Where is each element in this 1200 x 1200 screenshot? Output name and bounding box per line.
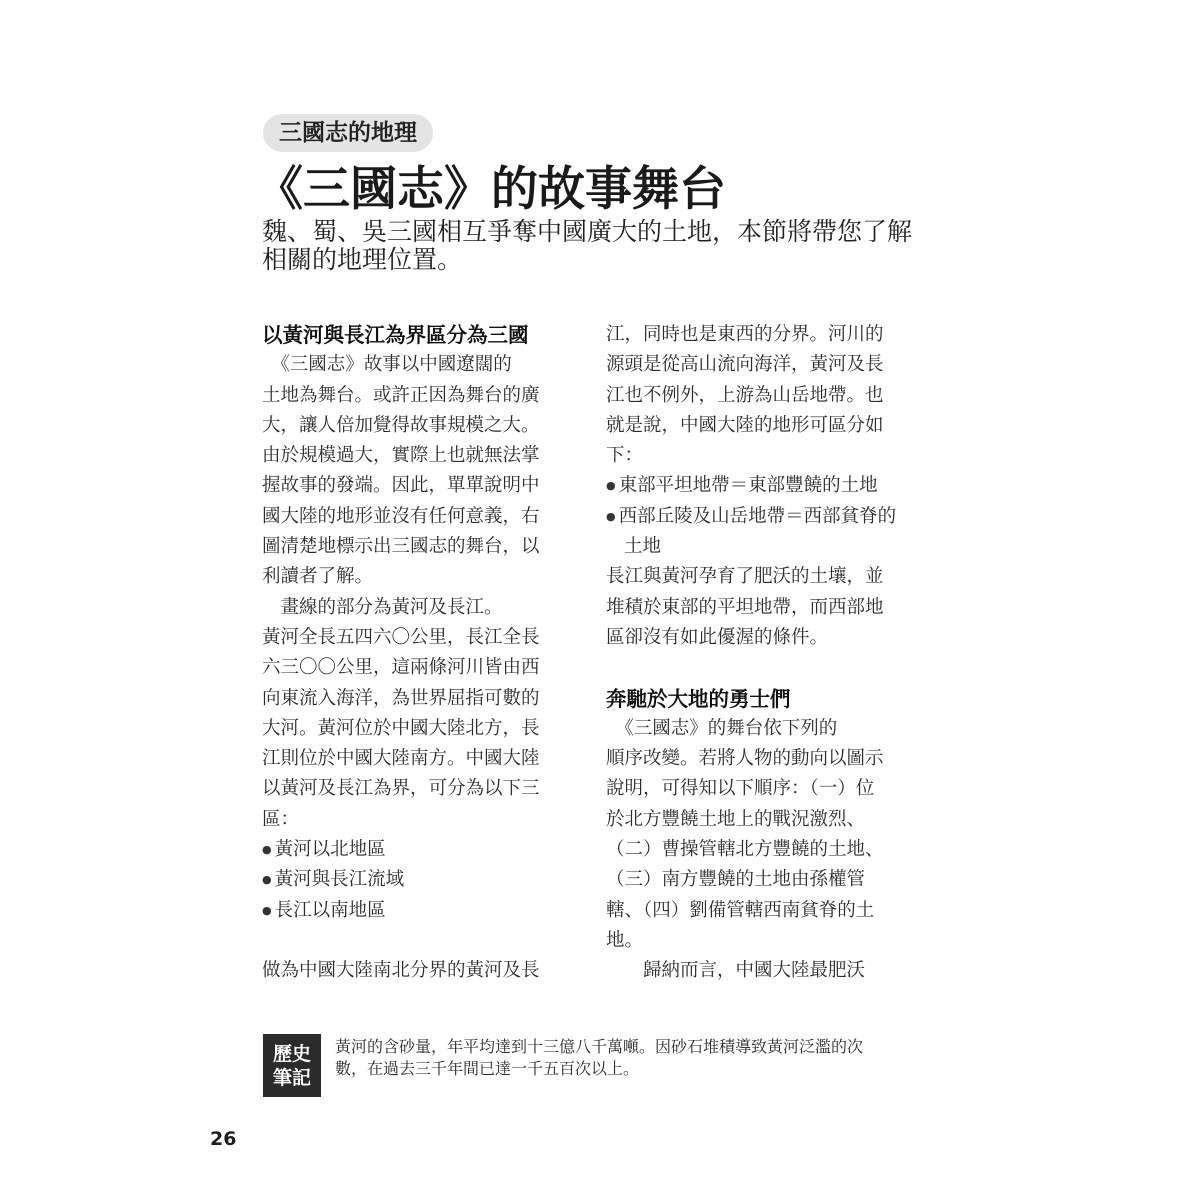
section-heading: 以黃河與長江為界區分為三國 <box>262 323 529 347</box>
subtitle <box>262 218 922 274</box>
note-line: 黃河的含砂量，年平均達到十三億八千萬噸。因砂石堆積導致黃河泛濫的次 <box>335 1037 864 1056</box>
text-line: 《三國志》故事以中國遼闊的 <box>262 354 512 376</box>
text-line: 由於規模過大，實際上也就無法掌 <box>262 445 540 467</box>
bullet-item: ● 黃河與長江流域 <box>262 865 582 895</box>
text-line: 大，讓人倍加覺得故事規模之大。 <box>262 414 540 436</box>
text-line: 土地為舞台。或許正因為舞台的廣 <box>262 384 540 406</box>
text-line: 江，同時也是東西的分界。河川的 <box>606 324 884 345</box>
text-line: 《三國志》的舞台依下列的 <box>606 717 838 739</box>
text-line: 說明，可得知以下順序：（一）位 <box>606 778 875 800</box>
history-note-text <box>335 1036 925 1080</box>
page-title: 《三國志》的故事舞台 <box>256 162 726 217</box>
text-line: （二）曹操管轄北方豐饒的土地、 <box>606 839 884 861</box>
text-line: 區： <box>262 808 300 830</box>
text-line: 區卻沒有如此優渥的條件。 <box>606 626 829 648</box>
paragraph-gap <box>262 926 582 956</box>
text-line: 長江與黃河孕育了肥沃的土壤，並 <box>606 566 884 588</box>
paragraph-gap <box>606 653 926 683</box>
text-line: 畫線的部分為黃河及長江。 <box>262 596 503 618</box>
bullet-item: ● 東部平坦地帶＝東部豐饒的土地 <box>606 471 926 501</box>
left-column <box>262 320 582 987</box>
text-line: 做為中國大陸南北分界的黃河及長 <box>262 960 540 982</box>
text-line: 就是說，中國大陸的地形可區分如 <box>606 414 884 436</box>
text-line: 六三〇〇公里，這兩條河川皆由西 <box>262 657 540 679</box>
text-line: 下： <box>606 445 644 467</box>
section-heading: 奔馳於大地的勇士們 <box>606 686 791 711</box>
badge-line: 筆記 <box>272 1066 311 1089</box>
note-line: 數，在過去三千年間已達一千五百次以上。 <box>335 1059 640 1078</box>
bullet-item: ● 西部丘陵及山岳地帶＝西部貧脊的 <box>606 502 926 532</box>
bullet-item: ● 黃河以北地區 <box>262 835 582 865</box>
text-line: 源頭是從高山流向海洋，黃河及長 <box>606 354 884 376</box>
text-line: 圖清楚地標示出三國志的舞台，以 <box>262 536 540 558</box>
text-line: 大河。黃河位於中國大陸北方，長 <box>262 717 540 739</box>
text-line: 握故事的發端。因此，單單說明中 <box>262 475 540 497</box>
text-line: 以黃河及長江為界，可分為以下三 <box>262 778 540 800</box>
page-number: 26 <box>210 1128 237 1150</box>
subtitle-line: 相關的地理位置。 <box>262 245 463 274</box>
text-line: 於北方豐饒土地上的戰況激烈、 <box>606 808 866 830</box>
text-line: 堆積於東部的平坦地帶，而西部地 <box>606 596 884 618</box>
right-column <box>606 320 926 987</box>
text-line: （三）南方豐饒的土地由孫權管 <box>606 869 866 891</box>
text-line: 向東流入海洋，為世界屈指可數的 <box>262 687 540 709</box>
text-line: 歸納而言，中國大陸最肥沃 <box>606 960 866 982</box>
section-label: 三國志的地理 <box>263 114 433 152</box>
text-line: 江則位於中國大陸南方。中國大陸 <box>262 748 540 770</box>
badge-line: 歷史 <box>272 1042 311 1065</box>
text-line: 順序改變。若將人物的動向以圖示 <box>606 748 884 770</box>
text-line: 利讀者了解。 <box>262 566 374 588</box>
subtitle-line: 魏、蜀、吳三國相互爭奪中國廣大的土地，本節將帶您了解 <box>262 217 913 246</box>
text-line: 黃河全長五四六〇公里，長江全長 <box>262 626 540 648</box>
text-line: 江也不例外，上游為山岳地帶。也 <box>606 384 884 406</box>
bullet-continuation: 土地 <box>624 536 662 558</box>
text-line: 轄、（四）劉備管轄西南貧脊的土 <box>606 899 875 921</box>
text-line: 地。 <box>606 929 644 951</box>
history-note-badge <box>263 1034 321 1097</box>
text-line: 國大陸的地形並沒有任何意義，右 <box>262 505 540 527</box>
bullet-item: ● 長江以南地區 <box>262 896 582 926</box>
